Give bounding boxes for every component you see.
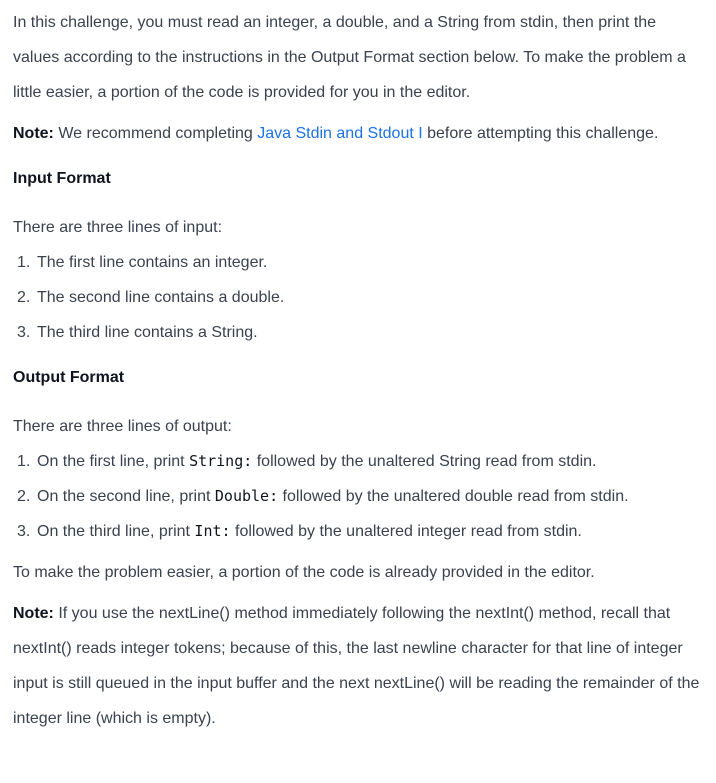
list-number: 2. [17, 289, 31, 306]
output-format-heading: Output Format [13, 369, 125, 386]
intro-paragraph: In this challenge, you must read an integer, a double, and a String from stdin, then print the values according to the instructions in the Output Format section below. To make the problem a little easier, a portion of the code is provided for you in the editor. [13, 14, 686, 101]
list-item-text: The second line contains a double. [37, 289, 285, 306]
inline-code: String: [189, 452, 253, 470]
list-item-text-after: followed by the unaltered String read from stdin. [252, 453, 597, 470]
list-item-text: The first line contains an integer. [37, 254, 268, 271]
note-recommendation [13, 116, 703, 151]
list-item [13, 514, 703, 549]
closing-paragraph: To make the problem easier, a portion of the code is already provided in the editor. [13, 564, 595, 581]
list-item-text-after: followed by the unaltered integer read from stdin. [230, 523, 582, 540]
list-item [13, 479, 703, 514]
list-item-text-before: On the first line, print [37, 453, 190, 470]
list-item [13, 315, 703, 350]
list-item [13, 280, 703, 315]
list-number: 3. [17, 523, 31, 540]
java-stdin-stdout-link[interactable]: Java Stdin and Stdout I [257, 125, 423, 142]
list-item [13, 245, 703, 280]
note-nextline [13, 596, 703, 736]
note-text-after: before attempting this challenge. [422, 125, 659, 142]
list-item-text-after: followed by the unaltered double read from stdin. [278, 488, 629, 505]
output-format-list [13, 444, 703, 549]
note-text: If you use the nextLine() method immediately following the nextInt() method, recall that nextInt() reads integer tokens; because of this, the last newline character for that line of integer input is still queued in the input buffer and the next nextLine() will be reading the remainder of the integer line (which is empty). [13, 605, 700, 727]
list-number: 1. [17, 453, 31, 470]
inline-code: Int: [194, 522, 231, 540]
list-item-text-before: On the second line, print [37, 488, 215, 505]
note-label: Note: [13, 605, 54, 622]
output-format-lead: There are three lines of output: [13, 418, 232, 435]
list-number: 1. [17, 254, 31, 271]
list-item [13, 444, 703, 479]
list-item-text-before: On the third line, print [37, 523, 195, 540]
note-label: Note: [13, 125, 54, 142]
input-format-list [13, 245, 703, 350]
input-format-heading: Input Format [13, 170, 111, 187]
list-number: 2. [17, 488, 31, 505]
list-item-text: The third line contains a String. [37, 324, 258, 341]
note-text-before: We recommend completing [53, 125, 258, 142]
list-number: 3. [17, 324, 31, 341]
input-format-lead: There are three lines of input: [13, 219, 223, 236]
inline-code: Double: [214, 487, 279, 505]
